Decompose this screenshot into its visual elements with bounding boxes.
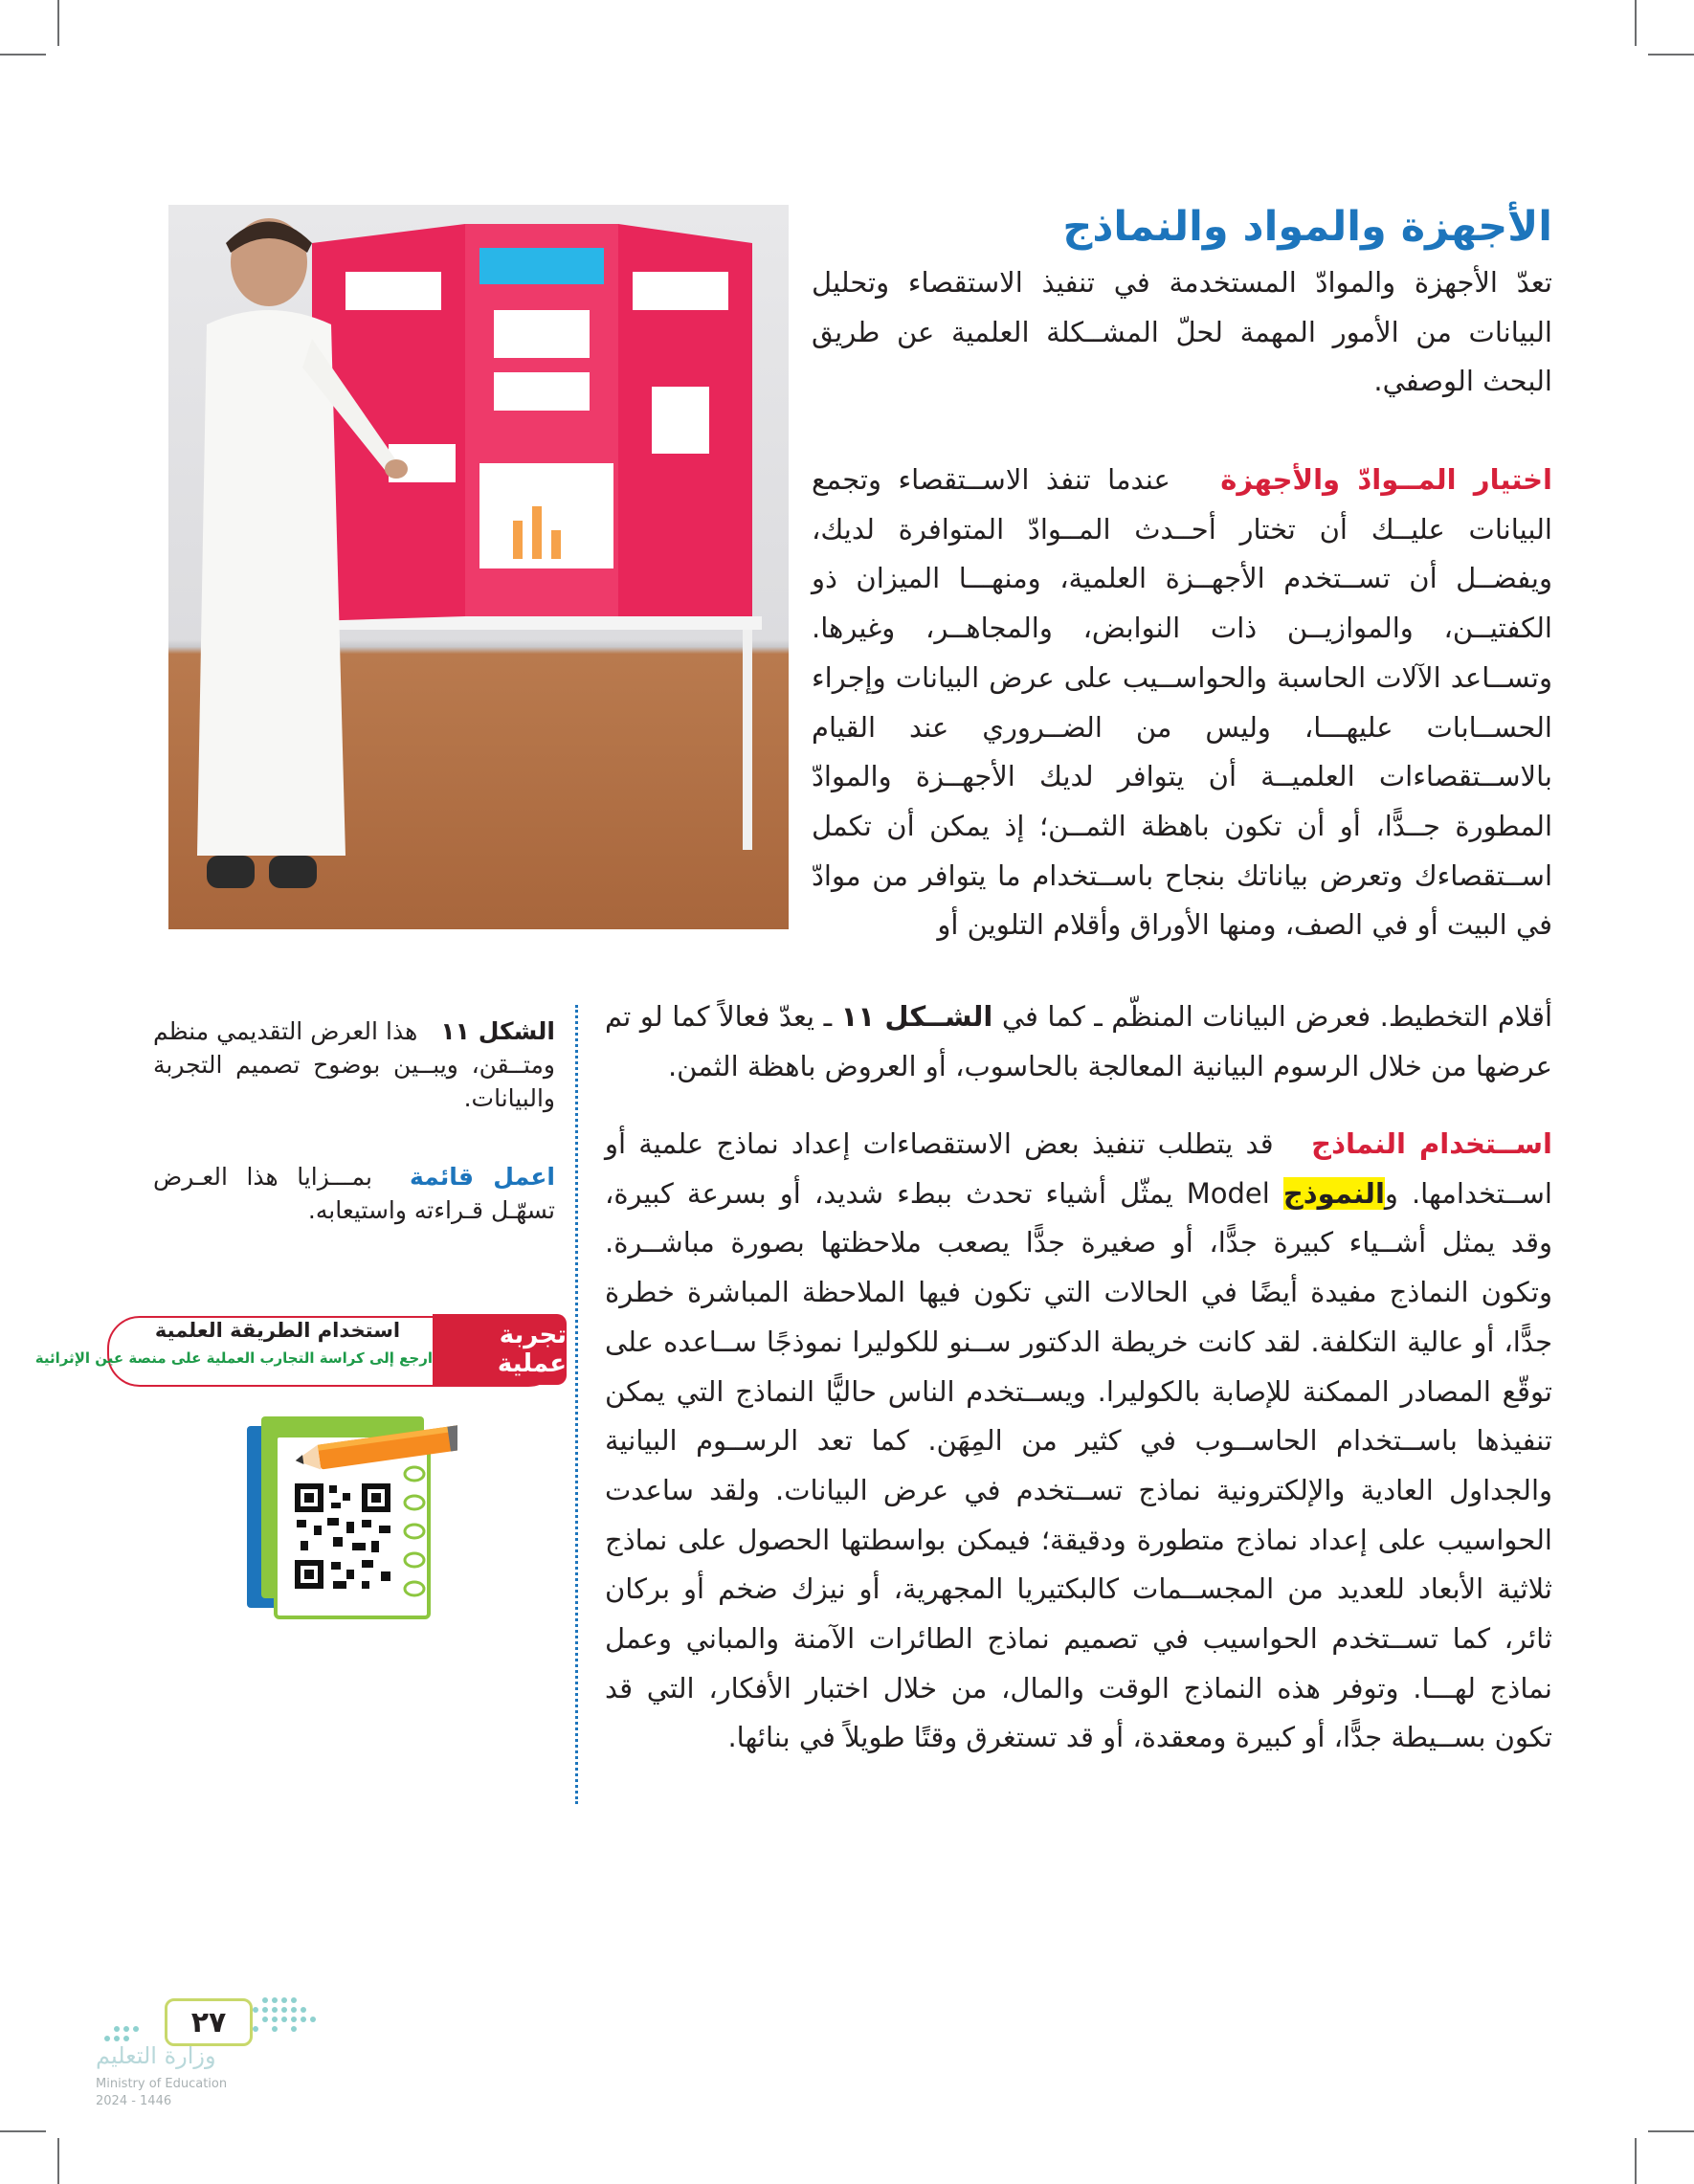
models-text-a: قد يتطلب تنفيذ بعض الاستقصاءات إعداد نماذج علمية أو اســتخدامها. و <box>605 1127 1552 1210</box>
task-note <box>153 1160 555 1227</box>
materials-text-end: ـ يعدّ فعالاً كما لو تم عرضها من خلال الرسوم البيانية المعالجة بالحاسوب، أو العروض باهظة الثمن. <box>605 1000 1552 1082</box>
materials-heading: اختيار المــوادّ والأجهزة <box>1220 463 1552 496</box>
task-text: بمـــزايا هذا العـرض تسهّـل قـراءته واستيعابه. <box>153 1163 555 1224</box>
models-text-b: يمثّل أشياء تحدث ببطء شديد، أو بسرعة كبيرة، وقد يمثل أشــياء كبيرة جدًّا، أو صغيرة جدًّا يصعب ملاحظتها بصورة مباشــرة. وتكون النماذج مفيدة أيضًا في الحالات التي تكون فيها الملاحظة المباشرة خطرة جدًّا، أو عالية التكلفة. لقد كانت خريطة الدكتور ســنو للكوليرا نموذجًا ســاعده على توقّع المصادر الممكنة للإصابة بالكوليرا. ويســتخدم الناس حاليًّا النماذج التي يمكن تنفيذها باســتخدام الحاســوب في كثير من المِهَن. كما تعد الرســوم البيانية والجداول العادية والإلكترونية نماذج تســتخدم في عرض البيانات. ولقد ساعدت الحواسيب على إعداد نماذج متطورة ودقيقة؛ فيمكن بواسطتها الحصول على نماذج ثلاثية الأبعاد للعديد من المجســمات كالبكتيريا المجهرية، أو نيزك ضخم أو بركان ثائر، كما تســتخدم الحواسيب في تصميم نماذج الطائرات الآمنة والمباني وعمل نماذج لهـــا. وتوفر هذه النماذج الوقت والمال، من خلال اختبار الأفكار، التي قد تكون بســيطة جدًّا، أو كبيرة ومعقدة، أو قد تستغرق وقتًا طويلاً في بنائها. <box>605 1176 1552 1754</box>
figure-11-photo <box>168 205 789 929</box>
models-paragraph <box>605 1120 1552 1763</box>
intro-paragraph: تعدّ الأجهزة والموادّ المستخدمة في تنفيذ الاستقصاء وتحليل البيانات من الأمور المهمة لحلّ المشــكلة العلمية عن طريق البحث الوصفي. <box>812 266 1552 398</box>
crop-mark <box>57 2138 59 2184</box>
crop-mark <box>1635 2138 1637 2184</box>
experiment-tag: تجربة عملية <box>433 1314 567 1385</box>
edition-year: 2024 - 1446 <box>96 2094 172 2108</box>
qr-code-icon[interactable] <box>228 1407 457 1627</box>
task-label: اعمل قائمة <box>409 1163 556 1191</box>
experiment-title: استخدام الطريقة العلمية <box>154 1319 401 1342</box>
figure-caption-text: هذا العرض التقديمي منظم ومتــقن، ويبــين بوضوح تصميم التجربة والبيانات. <box>153 1017 555 1112</box>
model-keyword: النموذج <box>1282 1176 1385 1210</box>
page-number: ٢٧ <box>165 1998 253 2046</box>
column-divider <box>575 1005 578 1804</box>
crop-mark <box>1635 0 1637 46</box>
ministry-name-english: Ministry of Education <box>96 2077 228 2091</box>
materials-text: عندما تنفذ الاســتقصاء وتجمع البيانات عليــك أن تختار أحــدث المــوادّ المتوافرة لديك، ويفضــل أن تســتخدم الأجهــزة العلمية، ومنهـــا الميزان ذو الكفتيــن، والموازيــن ذات النوابض، والمجاهــر، وغيرها. وتســاعد الآلات الحاسبة والحواســيب على عرض البيانات وإجراء الحســابات عليهـــا، وليس من الضــروري عند القيام بالاســتقصاءات العلميــة أن يتوافر لديك الأجهــزة والموادّ المطورة جــدًّا، أو أن تكون باهظة الثمــن؛ إذ يمكن أن تكمل اســتقصاءك وتعرض بياناتك بنجاح باســتخدام ما يتوافر من موادّ في البيت أو في الصف، ومنها الأوراق وأقلام التلوين أو <box>812 463 1552 942</box>
materials-paragraph-continued <box>605 992 1552 1091</box>
figure-caption <box>153 1014 555 1115</box>
section-title: الأجهزة والمواد والنماذج <box>1062 203 1552 251</box>
crop-mark <box>1648 54 1694 56</box>
materials-text-continued: أقلام التخطيط. فعرض البيانات المنظّم ـ كما في <box>1001 1000 1553 1033</box>
crop-mark <box>0 2130 46 2132</box>
figure-reference: الشــكل ١١ <box>840 1000 993 1033</box>
model-keyword-en: Model <box>1186 1176 1270 1210</box>
crop-mark <box>57 0 59 46</box>
figure-label: الشكل ١١ <box>440 1017 555 1045</box>
crop-mark <box>0 54 46 56</box>
materials-paragraph <box>812 456 1552 950</box>
models-heading: اســتخدام النماذج <box>1311 1127 1552 1160</box>
experiment-note: ارجع إلى كراسة التجارب العملية على منصة عين الإثرائية <box>34 1349 433 1367</box>
crop-mark <box>1648 2130 1694 2132</box>
ministry-name-arabic: وزارة التعليم <box>96 2042 216 2069</box>
